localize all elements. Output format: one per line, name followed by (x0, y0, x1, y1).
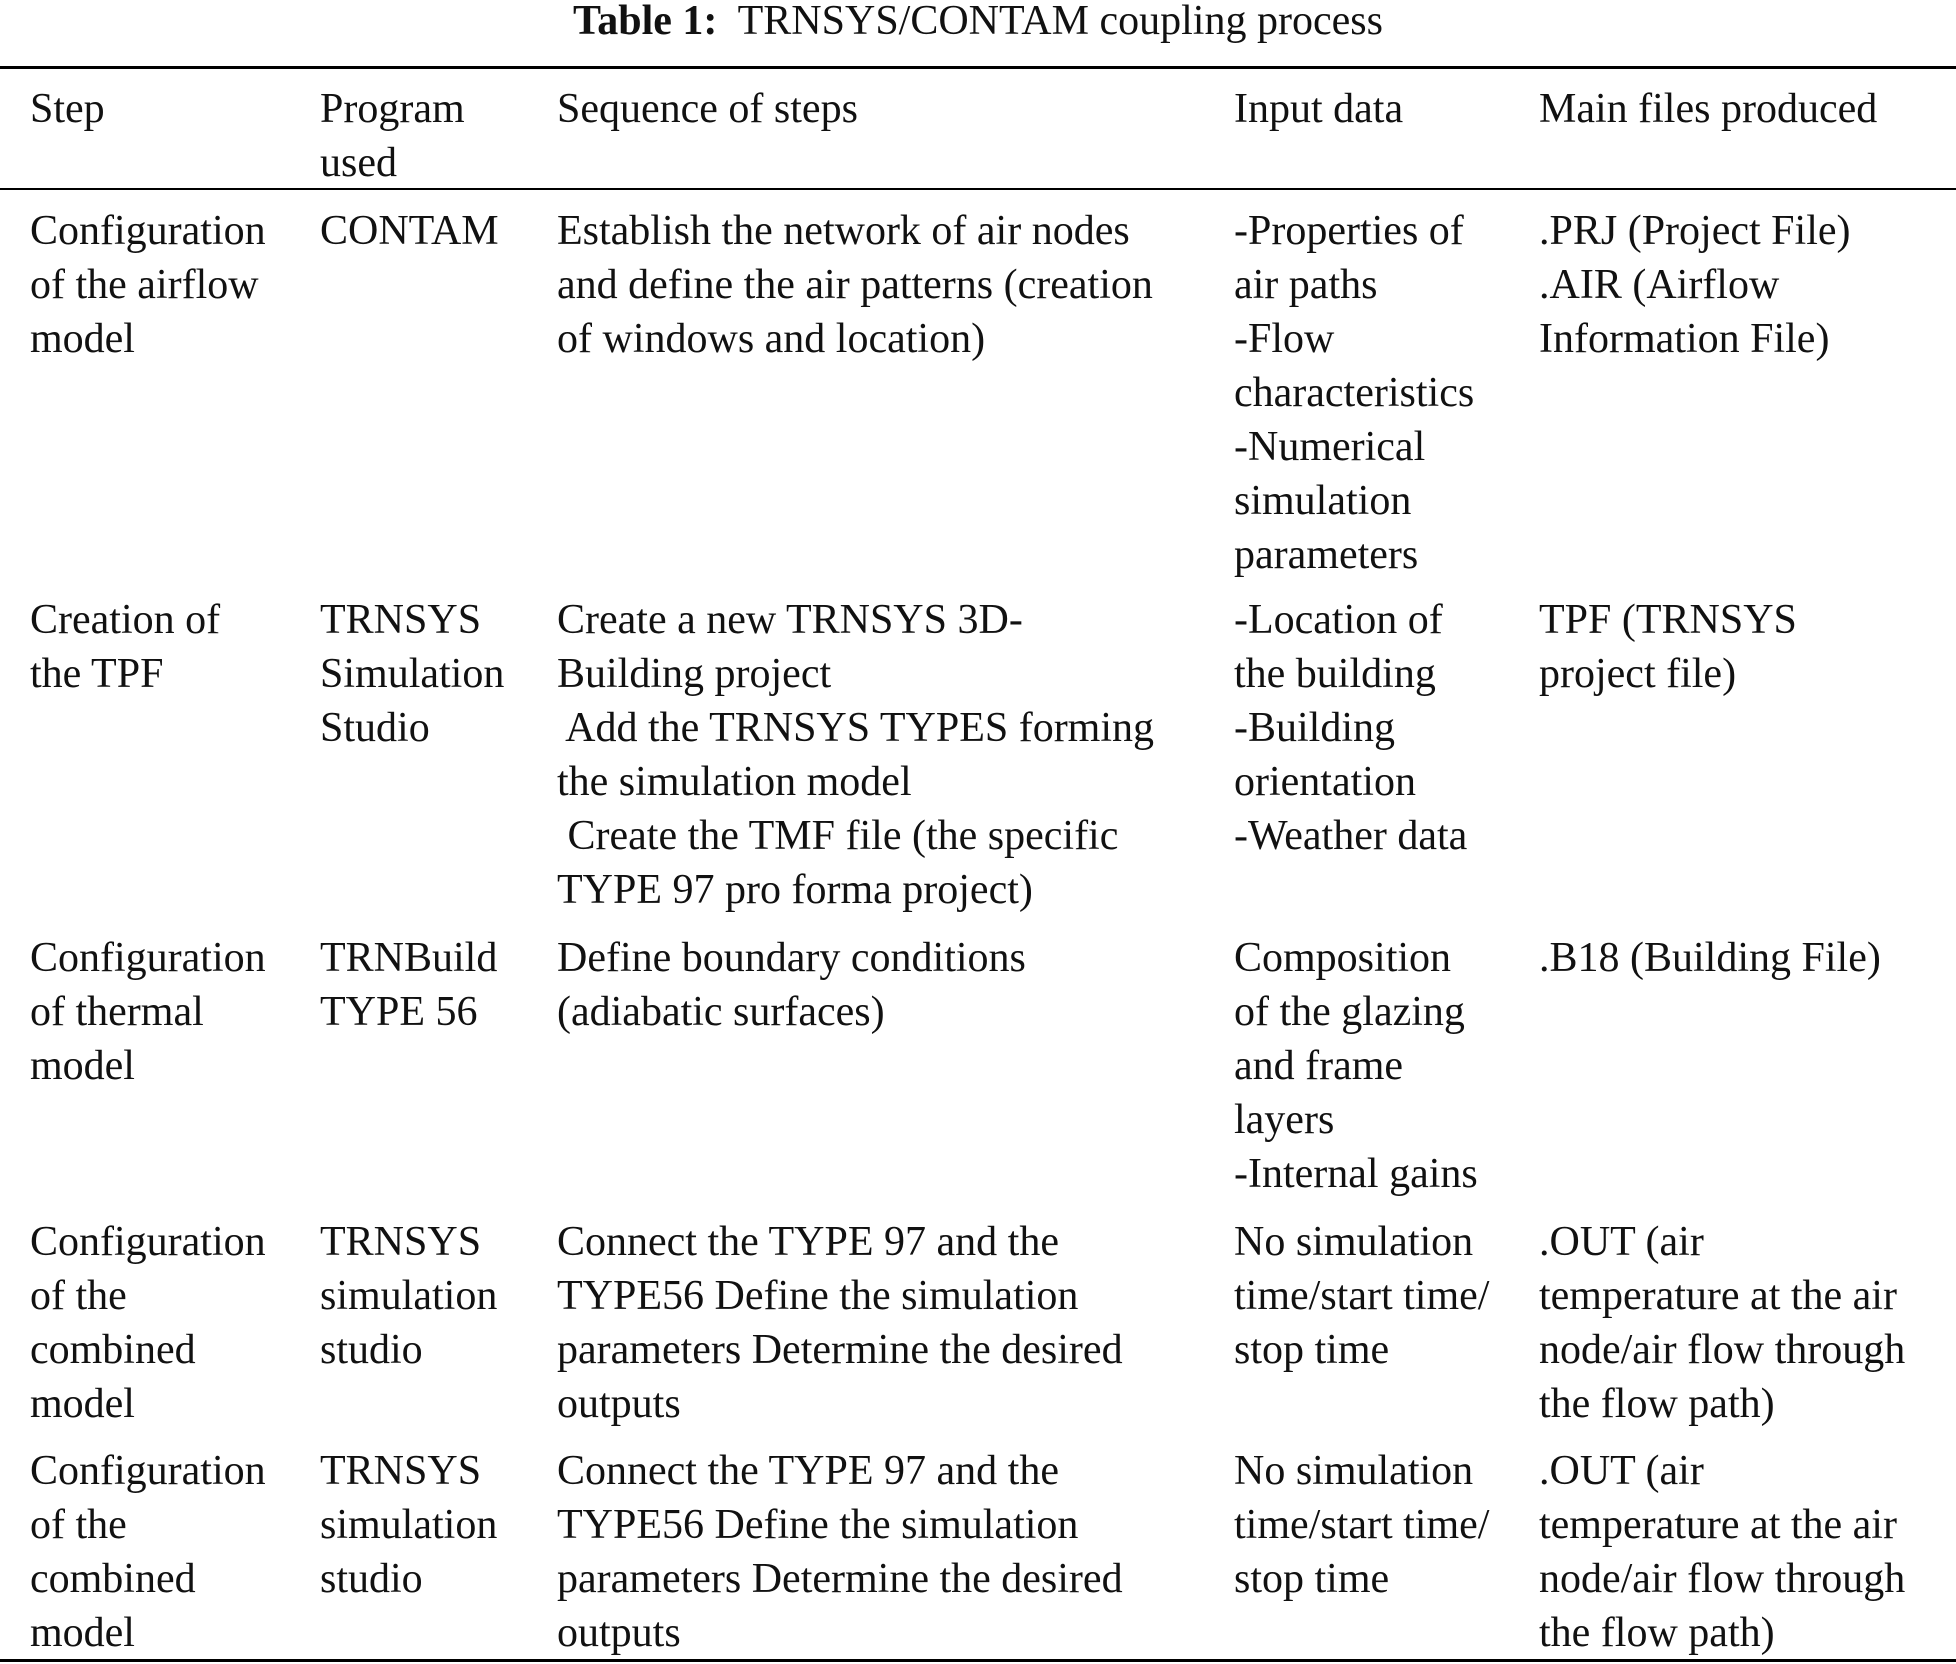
cell-line: Configuration (30, 1448, 266, 1494)
cell-line: parameters Determine the desired (557, 1556, 1123, 1602)
cell-line: Define boundary conditions (557, 935, 1026, 981)
cell-line: -Properties of (1234, 208, 1464, 254)
cell-line: stop time (1234, 1556, 1390, 1602)
cell-line: combined (30, 1556, 196, 1602)
cell-line: Configuration (30, 935, 266, 981)
cell-input (1234, 204, 1519, 582)
cell-line: characteristics (1234, 370, 1475, 416)
cell-line: .B18 (Building File) (1539, 935, 1881, 981)
cell-line: .OUT (air (1539, 1219, 1704, 1265)
cell-line: Building project (557, 651, 832, 697)
cell-line: CONTAM (320, 208, 499, 254)
cell-line: TRNBuild (320, 935, 498, 981)
cell-line: and define the air patterns (creation (557, 262, 1153, 308)
cell-line: combined (30, 1327, 196, 1373)
cell-line: Create a new TRNSYS 3D- (557, 597, 1023, 643)
cell-sequence (557, 593, 1217, 917)
cell-line: of windows and location) (557, 316, 986, 362)
cell-line: Create the TMF file (the specific (557, 813, 1119, 859)
cell-step (30, 593, 300, 701)
cell-line: layers (1234, 1097, 1335, 1143)
cell-line: Composition (1234, 935, 1452, 981)
cell-program (320, 204, 540, 258)
cell-line: outputs (557, 1381, 681, 1427)
cell-line: stop time (1234, 1327, 1390, 1373)
header-cell-sequence (557, 82, 1217, 136)
cell-line: -Flow (1234, 316, 1335, 362)
table-caption (0, 0, 1956, 42)
cell-line: and frame (1234, 1043, 1404, 1089)
cell-line: .AIR (Airflow (1539, 262, 1780, 308)
cell-line: node/air flow through (1539, 1327, 1906, 1373)
cell-line: Simulation (320, 651, 505, 697)
cell-input (1234, 1444, 1519, 1606)
cell-line: Information File) (1539, 316, 1830, 362)
cell-step (30, 204, 300, 366)
cell-files (1539, 1444, 1956, 1660)
cell-line: -Numerical (1234, 424, 1426, 470)
cell-files (1539, 1215, 1956, 1431)
cell-line: time/start time/ (1234, 1273, 1490, 1319)
cell-files (1539, 204, 1956, 366)
cell-line: TYPE56 Define the simulation (557, 1502, 1079, 1548)
cell-line: studio (320, 1327, 423, 1373)
header-cell-files (1539, 82, 1956, 136)
cell-line: -Building (1234, 705, 1396, 751)
header-text: Sequence of steps (557, 86, 858, 132)
table-caption-label: Table 1: (573, 0, 718, 44)
cell-line: project file) (1539, 651, 1737, 697)
table-header-rule (0, 188, 1956, 190)
cell-line: No simulation (1234, 1448, 1474, 1494)
cell-line: TRNSYS (320, 1219, 482, 1265)
cell-line: Connect the TYPE 97 and the (557, 1448, 1059, 1494)
cell-line: model (30, 316, 135, 362)
header-text: Program (320, 86, 465, 132)
cell-line: the building (1234, 651, 1436, 697)
cell-step (30, 1444, 300, 1660)
cell-line: No simulation (1234, 1219, 1474, 1265)
cell-program (320, 931, 540, 1039)
header-text: used (320, 140, 397, 186)
cell-line: simulation (320, 1273, 498, 1319)
cell-line: model (30, 1381, 135, 1427)
cell-line: of the airflow (30, 262, 259, 308)
cell-program (320, 1215, 540, 1377)
cell-line: TYPE 56 (320, 989, 478, 1035)
cell-line: TYPE56 Define the simulation (557, 1273, 1079, 1319)
cell-line: temperature at the air (1539, 1502, 1897, 1548)
cell-program (320, 593, 540, 755)
cell-step (30, 1215, 300, 1431)
cell-line: .OUT (air (1539, 1448, 1704, 1494)
cell-files (1539, 931, 1956, 985)
cell-line: Configuration (30, 208, 266, 254)
cell-line: -Internal gains (1234, 1151, 1478, 1197)
cell-sequence (557, 931, 1217, 1039)
cell-line: simulation (320, 1502, 498, 1548)
header-text: Step (30, 86, 105, 132)
cell-line: outputs (557, 1610, 681, 1656)
cell-line: time/start time/ (1234, 1502, 1490, 1548)
header-cell-program (320, 82, 540, 190)
cell-line: parameters Determine the desired (557, 1327, 1123, 1373)
cell-line: (adiabatic surfaces) (557, 989, 885, 1035)
cell-program (320, 1444, 540, 1606)
cell-line: studio (320, 1556, 423, 1602)
cell-line: temperature at the air (1539, 1273, 1897, 1319)
cell-line: Creation of (30, 597, 221, 643)
cell-line: the flow path) (1539, 1381, 1775, 1427)
table-caption-title: TRNSYS/CONTAM coupling process (737, 0, 1383, 44)
cell-input (1234, 931, 1519, 1201)
cell-line: air paths (1234, 262, 1378, 308)
cell-step (30, 931, 300, 1093)
cell-line: simulation (1234, 478, 1412, 524)
cell-line: of thermal (30, 989, 204, 1035)
header-text: Main files produced (1539, 86, 1878, 132)
cell-files (1539, 593, 1956, 701)
cell-line: TPF (TRNSYS (1539, 597, 1797, 643)
cell-line: model (30, 1610, 135, 1656)
cell-line: Configuration (30, 1219, 266, 1265)
cell-line: .PRJ (Project File) (1539, 208, 1851, 254)
header-cell-step (30, 82, 300, 136)
cell-line: TRNSYS (320, 597, 482, 643)
cell-line: model (30, 1043, 135, 1089)
cell-line: node/air flow through (1539, 1556, 1906, 1602)
header-text: Input data (1234, 86, 1404, 132)
cell-line: of the (30, 1502, 127, 1548)
cell-sequence (557, 204, 1217, 366)
cell-line: of the (30, 1273, 127, 1319)
cell-line: -Weather data (1234, 813, 1468, 859)
cell-line: the TPF (30, 651, 164, 697)
header-cell-input (1234, 82, 1519, 136)
cell-line: Add the TRNSYS TYPES forming (557, 705, 1155, 751)
cell-sequence (557, 1215, 1217, 1431)
table-top-rule (0, 66, 1956, 69)
cell-line: the flow path) (1539, 1610, 1775, 1656)
cell-line: orientation (1234, 759, 1416, 805)
cell-sequence (557, 1444, 1217, 1660)
cell-line: TRNSYS (320, 1448, 482, 1494)
cell-line: Studio (320, 705, 430, 751)
cell-input (1234, 593, 1519, 863)
cell-line: the simulation model (557, 759, 912, 805)
cell-line: of the glazing (1234, 989, 1465, 1035)
cell-line: parameters (1234, 532, 1419, 578)
cell-line: TYPE 97 pro forma project) (557, 867, 1033, 913)
table-bottom-rule (0, 1659, 1956, 1662)
cell-line: Connect the TYPE 97 and the (557, 1219, 1059, 1265)
cell-line: -Location of (1234, 597, 1443, 643)
cell-line: Establish the network of air nodes (557, 208, 1130, 254)
cell-input (1234, 1215, 1519, 1377)
